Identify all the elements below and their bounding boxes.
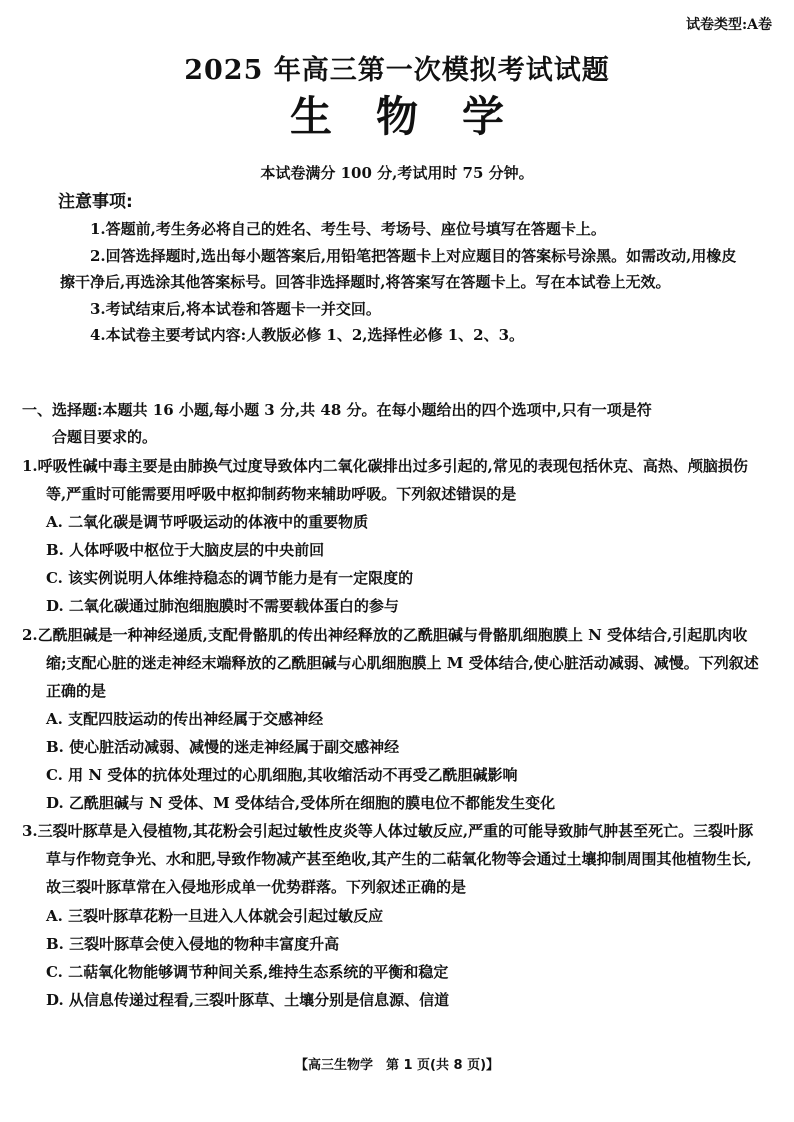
notice-heading: 注意事项: — [58, 192, 133, 212]
question-number: 2. — [22, 625, 38, 644]
option-b: B. 人体呼吸中枢位于大脑皮层的中央前回 — [46, 541, 325, 560]
section-heading — [22, 397, 762, 451]
section-heading-line: 合题目要求的。 — [52, 428, 158, 446]
question-3 — [22, 817, 764, 1014]
question-stem — [22, 817, 764, 901]
notice-item: 1.答题前,考生务必将自己的姓名、考生号、考场号、座位号填写在答题卡上。 — [90, 220, 606, 238]
option-a: A. 支配四肢运动的传出神经属于交感神经 — [46, 709, 324, 728]
question-2 — [22, 621, 764, 818]
subject-char: 生 — [289, 92, 332, 141]
option-a: A. 二氧化碳是调节呼吸运动的体液中的重要物质 — [46, 513, 369, 532]
paper-type-label: 试卷类型:A卷 — [685, 17, 772, 33]
option-b: B. 使心脏活动减弱、减慢的迷走神经属于副交感神经 — [46, 737, 400, 756]
notice-item: 2.回答选择题时,选出每小题答案后,用铅笔把答题卡上对应题目的答案标号涂黑。如需改动,用橡皮擦干净后,再选涂其他答案标号。回答非选择题时,将答案写在答题卡上。写在本试卷上无效。 — [60, 246, 737, 291]
option-d: D. 乙酰胆碱与 N 受体、M 受体结合,受体所在细胞的膜电位不都能发生变化 — [46, 794, 556, 813]
question-number: 3. — [22, 822, 38, 841]
option-d: D. 二氧化碳通过肺泡细胞膜时不需要载体蛋白的参与 — [46, 597, 399, 616]
notice-item: 3.考试结束后,将本试卷和答题卡一并交回。 — [90, 299, 381, 318]
option-c: C. 该实例说明人体维持稳态的调节能力是有一定限度的 — [46, 569, 414, 588]
question-1 — [22, 452, 764, 621]
page-footer: 【高三生物学 第 1 页(共 8 页)】 — [294, 1058, 500, 1073]
exam-info: 本试卷满分 100 分,考试用时 75 分钟。 — [260, 164, 534, 182]
option-c: C. 用 N 受体的抗体处理过的心肌细胞,其收缩活动不再受乙酰胆碱影响 — [46, 766, 518, 785]
option-b: B. 三裂叶豚草会使入侵地的物种丰富度升高 — [46, 934, 340, 953]
subject-char: 学 — [462, 92, 505, 141]
exam-title: 2025 年高三第一次模拟考试试题 — [184, 55, 610, 86]
subject-title — [0, 84, 794, 144]
question-stem — [22, 621, 764, 705]
section-heading-line: 一、选择题:本题共 16 小题,每小题 3 分,共 48 分。在每小题给出的四个选项中,只有一项是符 — [22, 401, 652, 419]
question-stem — [22, 452, 764, 508]
question-text: 呼吸性碱中毒主要是由肺换气过度导致体内二氧化碳排出过多引起的,常见的表现包括休克、高热、颅脑损伤等,严重时可能需要用呼吸中枢抑制药物来辅助呼吸。下列叙述错误的是 — [37, 457, 748, 504]
question-text: 乙酰胆碱是一种神经递质,支配骨骼肌的传出神经释放的乙酰胆碱与骨骼肌细胞膜上 N 受体结合,引起肌肉收缩;支配心脏的迷走神经末端释放的乙酰胆碱与心肌细胞膜上 M 受体结合,使心脏活动减弱、减慢。下列叙述正确的是 — [37, 625, 759, 700]
subject-char: 物 — [375, 92, 418, 141]
option-a: A. 三裂叶豚草花粉一旦进入人体就会引起过敏反应 — [46, 906, 384, 925]
option-c: C. 二萜氧化物能够调节种间关系,维持生态系统的平衡和稳定 — [46, 962, 449, 981]
question-number: 1. — [22, 457, 38, 475]
notice-item: 4.本试卷主要考试内容:人教版必修 1、2,选择性必修 1、2、3。 — [90, 326, 525, 344]
question-list — [22, 452, 764, 1014]
question-text: 三裂叶豚草是入侵植物,其花粉会引起过敏性皮炎等人体过敏反应,严重的可能导致肺气肿甚至死亡。三裂叶豚草与作物竞争光、水和肥,导致作物减产甚至绝收,其产生的二萜氧化物等会通过土壤抑制周围其他植物生长,故三裂叶豚草常在入侵地形成单一优势群落。下列叙述正确的是 — [37, 822, 754, 897]
notice-list — [60, 216, 740, 349]
option-d: D. 从信息传递过程看,三裂叶豚草、土壤分别是信息源、信道 — [46, 990, 450, 1009]
